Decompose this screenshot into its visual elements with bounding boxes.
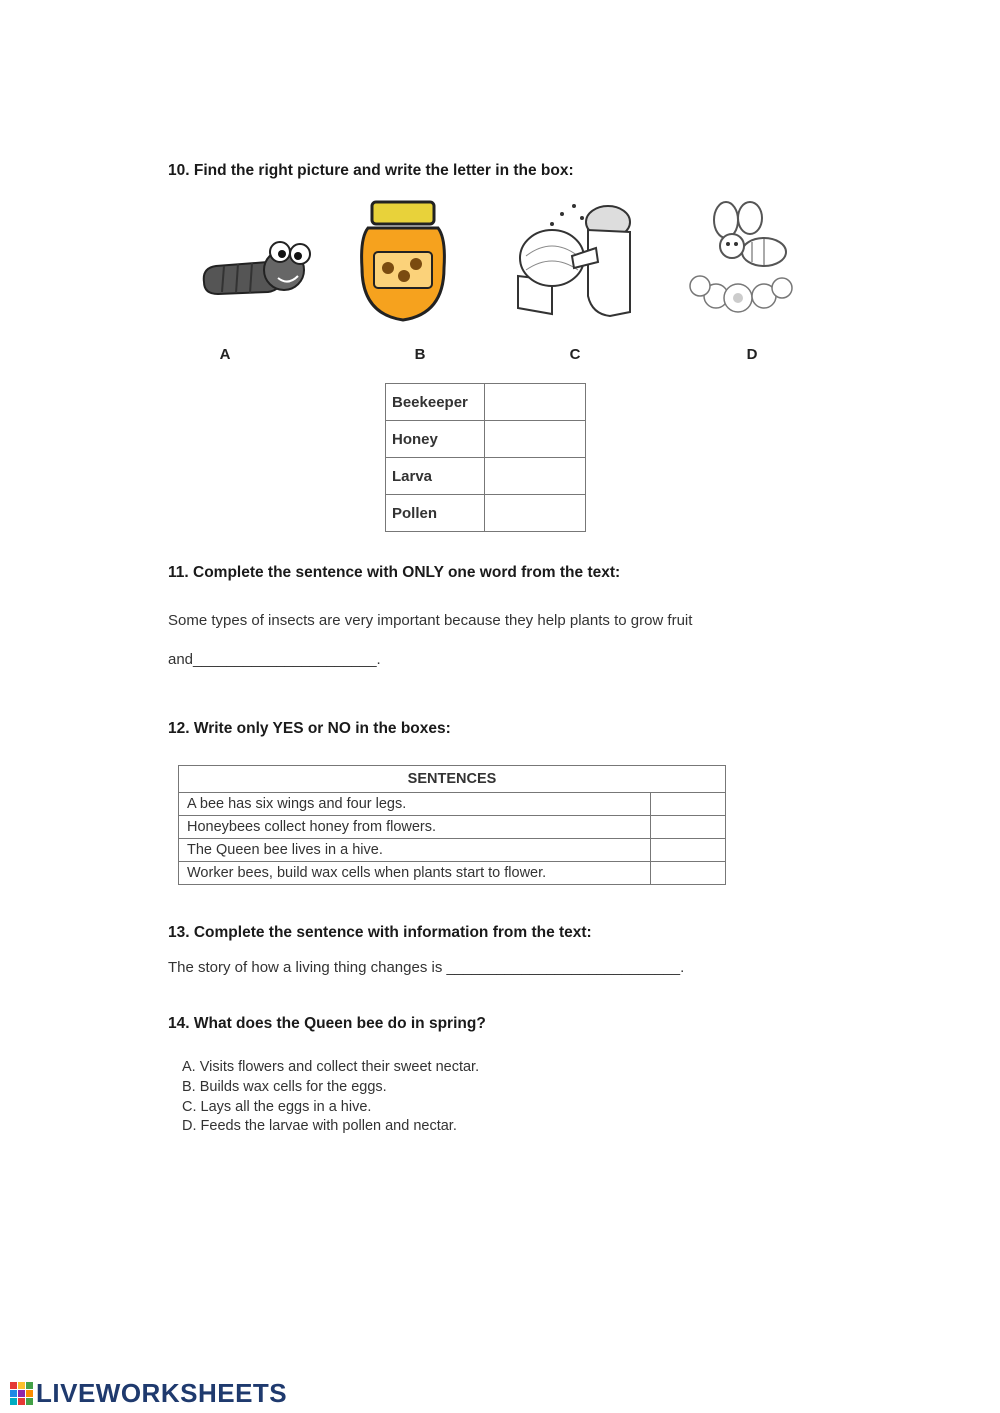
question-12-title: 12. Write only YES or NO in the boxes: [168,720,451,737]
word-cell: Larva [386,458,485,495]
option-d[interactable]: D. Feeds the larvae with pollen and nectar. [182,1118,457,1135]
table-row [179,839,726,862]
table-row [386,384,586,421]
question-11-sentence: Some types of insects are very important because they help plants to grow fruit [168,612,693,629]
table-header-row [179,766,726,793]
larva-icon [198,232,316,304]
question-13-title: 13. Complete the sentence with information from the text: [168,924,592,941]
word-cell: Pollen [386,495,485,532]
answer-box[interactable] [485,458,586,495]
table-row [386,458,586,495]
question-10-title: 10. Find the right picture and write the letter in the box: [168,162,574,179]
picture-letter-b: B [414,346,426,363]
table-row [179,793,726,816]
sentence-cell: The Queen bee lives in a hive. [179,839,651,862]
yes-no-table [178,765,726,885]
yes-no-box[interactable] [651,793,726,816]
sentence-cell: A bee has six wings and four legs. [179,793,651,816]
word-cell: Beekeeper [386,384,485,421]
question-13-sentence[interactable]: The story of how a living thing changes is ____________________________. [168,959,685,976]
answer-box[interactable] [485,495,586,532]
sentence-cell: Worker bees, build wax cells when plants start to flower. [179,862,651,885]
yes-no-box[interactable] [651,862,726,885]
question-11-title: 11. Complete the sentence with ONLY one word from the text: [168,564,621,581]
sentence-cell: Honeybees collect honey from flowers. [179,816,651,839]
question-14-options [182,1058,479,1137]
picture-letter-a: A [219,346,231,363]
option-b[interactable]: B. Builds wax cells for the eggs. [182,1078,387,1095]
logo-grid-icon [10,1382,33,1405]
bee-pollen-icon [686,200,798,320]
word-cell: Honey [386,421,485,458]
matching-table [385,383,586,532]
picture-letter-c: C [569,346,581,363]
option-a[interactable]: A. Visits flowers and collect their sweet nectar. [182,1059,480,1075]
option-c[interactable]: C. Lays all the eggs in a hive. [182,1098,372,1115]
table-header: SENTENCES [179,766,726,793]
yes-no-box[interactable] [651,816,726,839]
question-14-title: 14. What does the Queen bee do in spring? [168,1015,486,1032]
logo-text: LIVEWORKSHEETS [36,1378,288,1408]
beekeeper-icon [512,196,642,324]
table-row [179,816,726,839]
answer-box[interactable] [485,384,586,421]
picture-letter-d: D [746,346,758,363]
liveworksheets-logo [10,1378,287,1409]
table-row [386,421,586,458]
answer-box[interactable] [485,421,586,458]
question-11-blank[interactable]: and______________________. [168,651,381,668]
yes-no-box[interactable] [651,839,726,862]
honey-jar-icon [358,198,448,326]
table-row [386,495,586,532]
table-row [179,862,726,885]
